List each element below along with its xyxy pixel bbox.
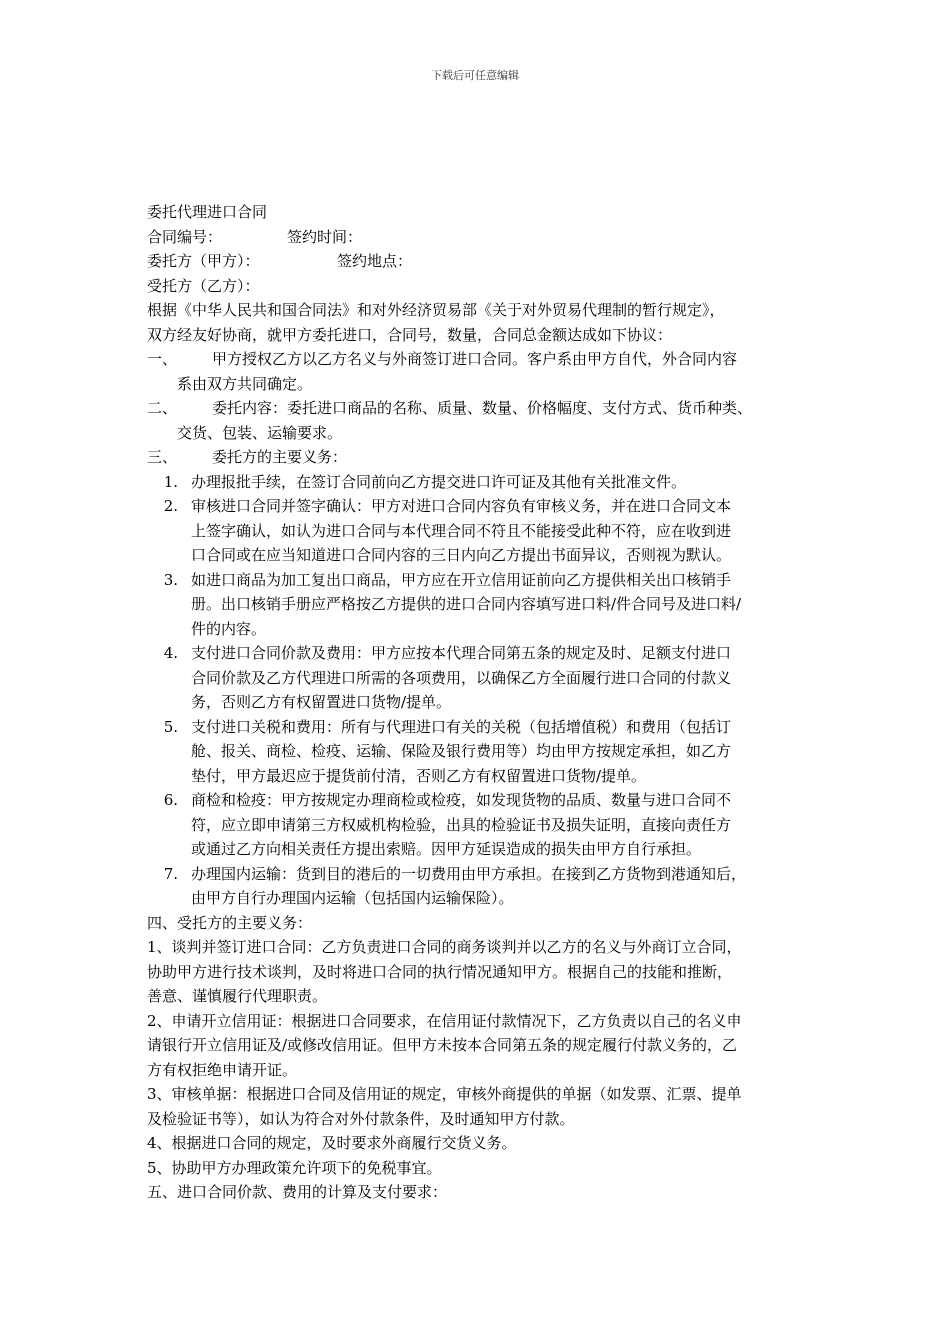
item-line: 如进口商品为加工复出口商品，甲方应在开立信用证前向乙方提供相关出口核销手	[191, 570, 732, 589]
item-number: 4.	[163, 644, 178, 662]
section-text: 甲方授权乙方以乙方名义与外商签订进口合同。客户系由甲方自代，外合同内容	[212, 350, 738, 368]
party-b-label: 受托方（乙方）：	[147, 276, 260, 295]
list-item	[161, 788, 815, 862]
list-item	[161, 862, 815, 911]
item-line: 支付进口合同价款及费用：甲方应按本代理合同第五条的规定及时、足额支付进口	[191, 644, 732, 662]
list-item	[161, 715, 815, 789]
section-text-cont: 系由双方共同确定。	[177, 374, 313, 393]
item-line: 务，否则乙方有权留置进口货物/提单。	[191, 693, 452, 711]
item-line: 审核进口合同并签字确认：甲方对进口合同内容负有审核义务，并在进口合同文本	[191, 497, 732, 515]
item-number: 3.	[163, 570, 178, 589]
item-line: 上签字确认，如认为进口合同与本代理合同不符且不能接受此种不符，应在收到进	[191, 521, 732, 540]
item-line: 支付进口关税和费用：所有与代理进口有关的关税（包括增值税）和费用（包括订	[191, 717, 732, 736]
item-line: 件的内容。	[191, 619, 267, 638]
item-number: 7.	[163, 864, 178, 883]
contract-no-label: 合同编号：	[147, 227, 223, 246]
paragraph-line: 3、审核单据：根据进口合同及信用证的规定，审核外商提供的单据（如发票、汇票、提单	[147, 1085, 742, 1103]
section-text-cont: 交货、包装、运输要求。	[177, 423, 343, 442]
page-header: 下载后可任意编辑	[431, 69, 519, 82]
contract-title: 委托代理进口合同	[147, 203, 268, 221]
section-3	[147, 445, 815, 470]
section-1	[147, 347, 815, 372]
list-item	[161, 641, 815, 715]
paragraph-line: 5、协助甲方办理政策允许项下的免税事宜。	[147, 1158, 442, 1177]
sign-time-label: 签约时间：	[287, 227, 363, 246]
list-item	[161, 568, 815, 642]
duty-list	[161, 470, 815, 911]
item-line: 册。出口核销手册应严格按乙方提供的进口合同内容填写进口料/件合同号及进口料/	[191, 595, 742, 613]
section-heading: 委托方的主要义务：	[212, 448, 348, 466]
section-5-heading: 五、进口合同价款、费用的计算及支付要求：	[147, 1183, 448, 1201]
item-line: 商检和检疫：甲方按规定办理商检或检疫，如发现货物的品质、数量与进口合同不	[191, 791, 732, 809]
item-number: 6.	[163, 791, 178, 809]
section-number: 一、	[147, 350, 178, 368]
party-a-row	[147, 249, 815, 274]
paragraph-line: 4、根据进口合同的规定，及时要求外商履行交货义务。	[147, 1134, 517, 1152]
item-line: 办理报批手续，在签订合同前向乙方提交进口许可证及其他有关批准文件。	[191, 472, 687, 491]
contract-body	[147, 200, 815, 1205]
party-a-label: 委托方（甲方）：	[147, 252, 260, 270]
section-4-heading: 四、受托方的主要义务：	[147, 913, 313, 932]
item-line: 合同价款及乙方代理进口所需的各项费用，以确保乙方全面履行进口合同的付款义	[191, 668, 732, 687]
contract-no-row	[147, 225, 815, 250]
sign-place-label: 签约地点：	[337, 252, 413, 270]
paragraph-line: 善意、谨慎履行代理职责。	[147, 987, 328, 1005]
item-number: 1.	[163, 472, 178, 491]
section-2	[147, 396, 815, 421]
paragraph-line: 及检验证书等），如认为符合对外付款条件，及时通知甲方付款。	[147, 1109, 575, 1128]
list-item	[161, 470, 815, 495]
paragraph-line: 协助甲方进行技术谈判，及时将进口合同的执行情况通知甲方。根据自己的技能和推断，	[147, 962, 733, 981]
item-line: 或通过乙方向相关责任方提出索赔。因甲方延误造成的损失由甲方自行承担。	[191, 840, 702, 858]
paragraph-line: 1、谈判并签订进口合同：乙方负责进口合同的商务谈判并以乙方的名义与外商订立合同，	[147, 938, 742, 956]
item-line: 舱、报关、商检、检疫、运输、保险及银行费用等）均由甲方按规定承担，如乙方	[191, 742, 732, 760]
item-number: 5.	[163, 717, 178, 736]
intro-line: 双方经友好协商，就甲方委托进口，合同号，数量，合同总金额达成如下协议：	[147, 325, 673, 344]
paragraph-line: 方有权拒绝申请开证。	[147, 1060, 298, 1079]
list-item	[161, 494, 815, 568]
item-line: 由甲方自行办理国内运输（包括国内运输保险）。	[191, 889, 514, 907]
paragraph-line: 2、申请开立信用证：根据进口合同要求，在信用证付款情况下，乙方负责以自己的名义申	[147, 1011, 742, 1030]
section-number: 三、	[147, 448, 178, 466]
paragraph-line: 请银行开立信用证及/或修改信用证。但甲方未按本合同第五条的规定履行付款义务的，乙	[147, 1036, 738, 1054]
section-text: 委托内容：委托进口商品的名称、质量、数量、价格幅度、支付方式、货币种类、	[212, 399, 753, 417]
item-number: 2.	[163, 497, 178, 515]
item-line: 口合同或在应当知道进口合同内容的三日内向乙方提出书面异议，否则视为默认。	[191, 546, 732, 564]
intro-line: 根据《中华人民共和国合同法》和对外经济贸易部《关于对外贸易代理制的暂行规定》，	[147, 301, 725, 319]
section-number: 二、	[147, 399, 178, 417]
item-line: 符，应立即申请第三方权威机构检验，出具的检验证书及损失证明，直接向责任方	[191, 815, 732, 834]
item-line: 办理国内运输：货到目的港后的一切费用由甲方承担。在接到乙方货物到港通知后，	[191, 864, 747, 883]
item-line: 垫付，甲方最迟应于提货前付清，否则乙方有权留置进口货物/提单。	[191, 766, 647, 785]
